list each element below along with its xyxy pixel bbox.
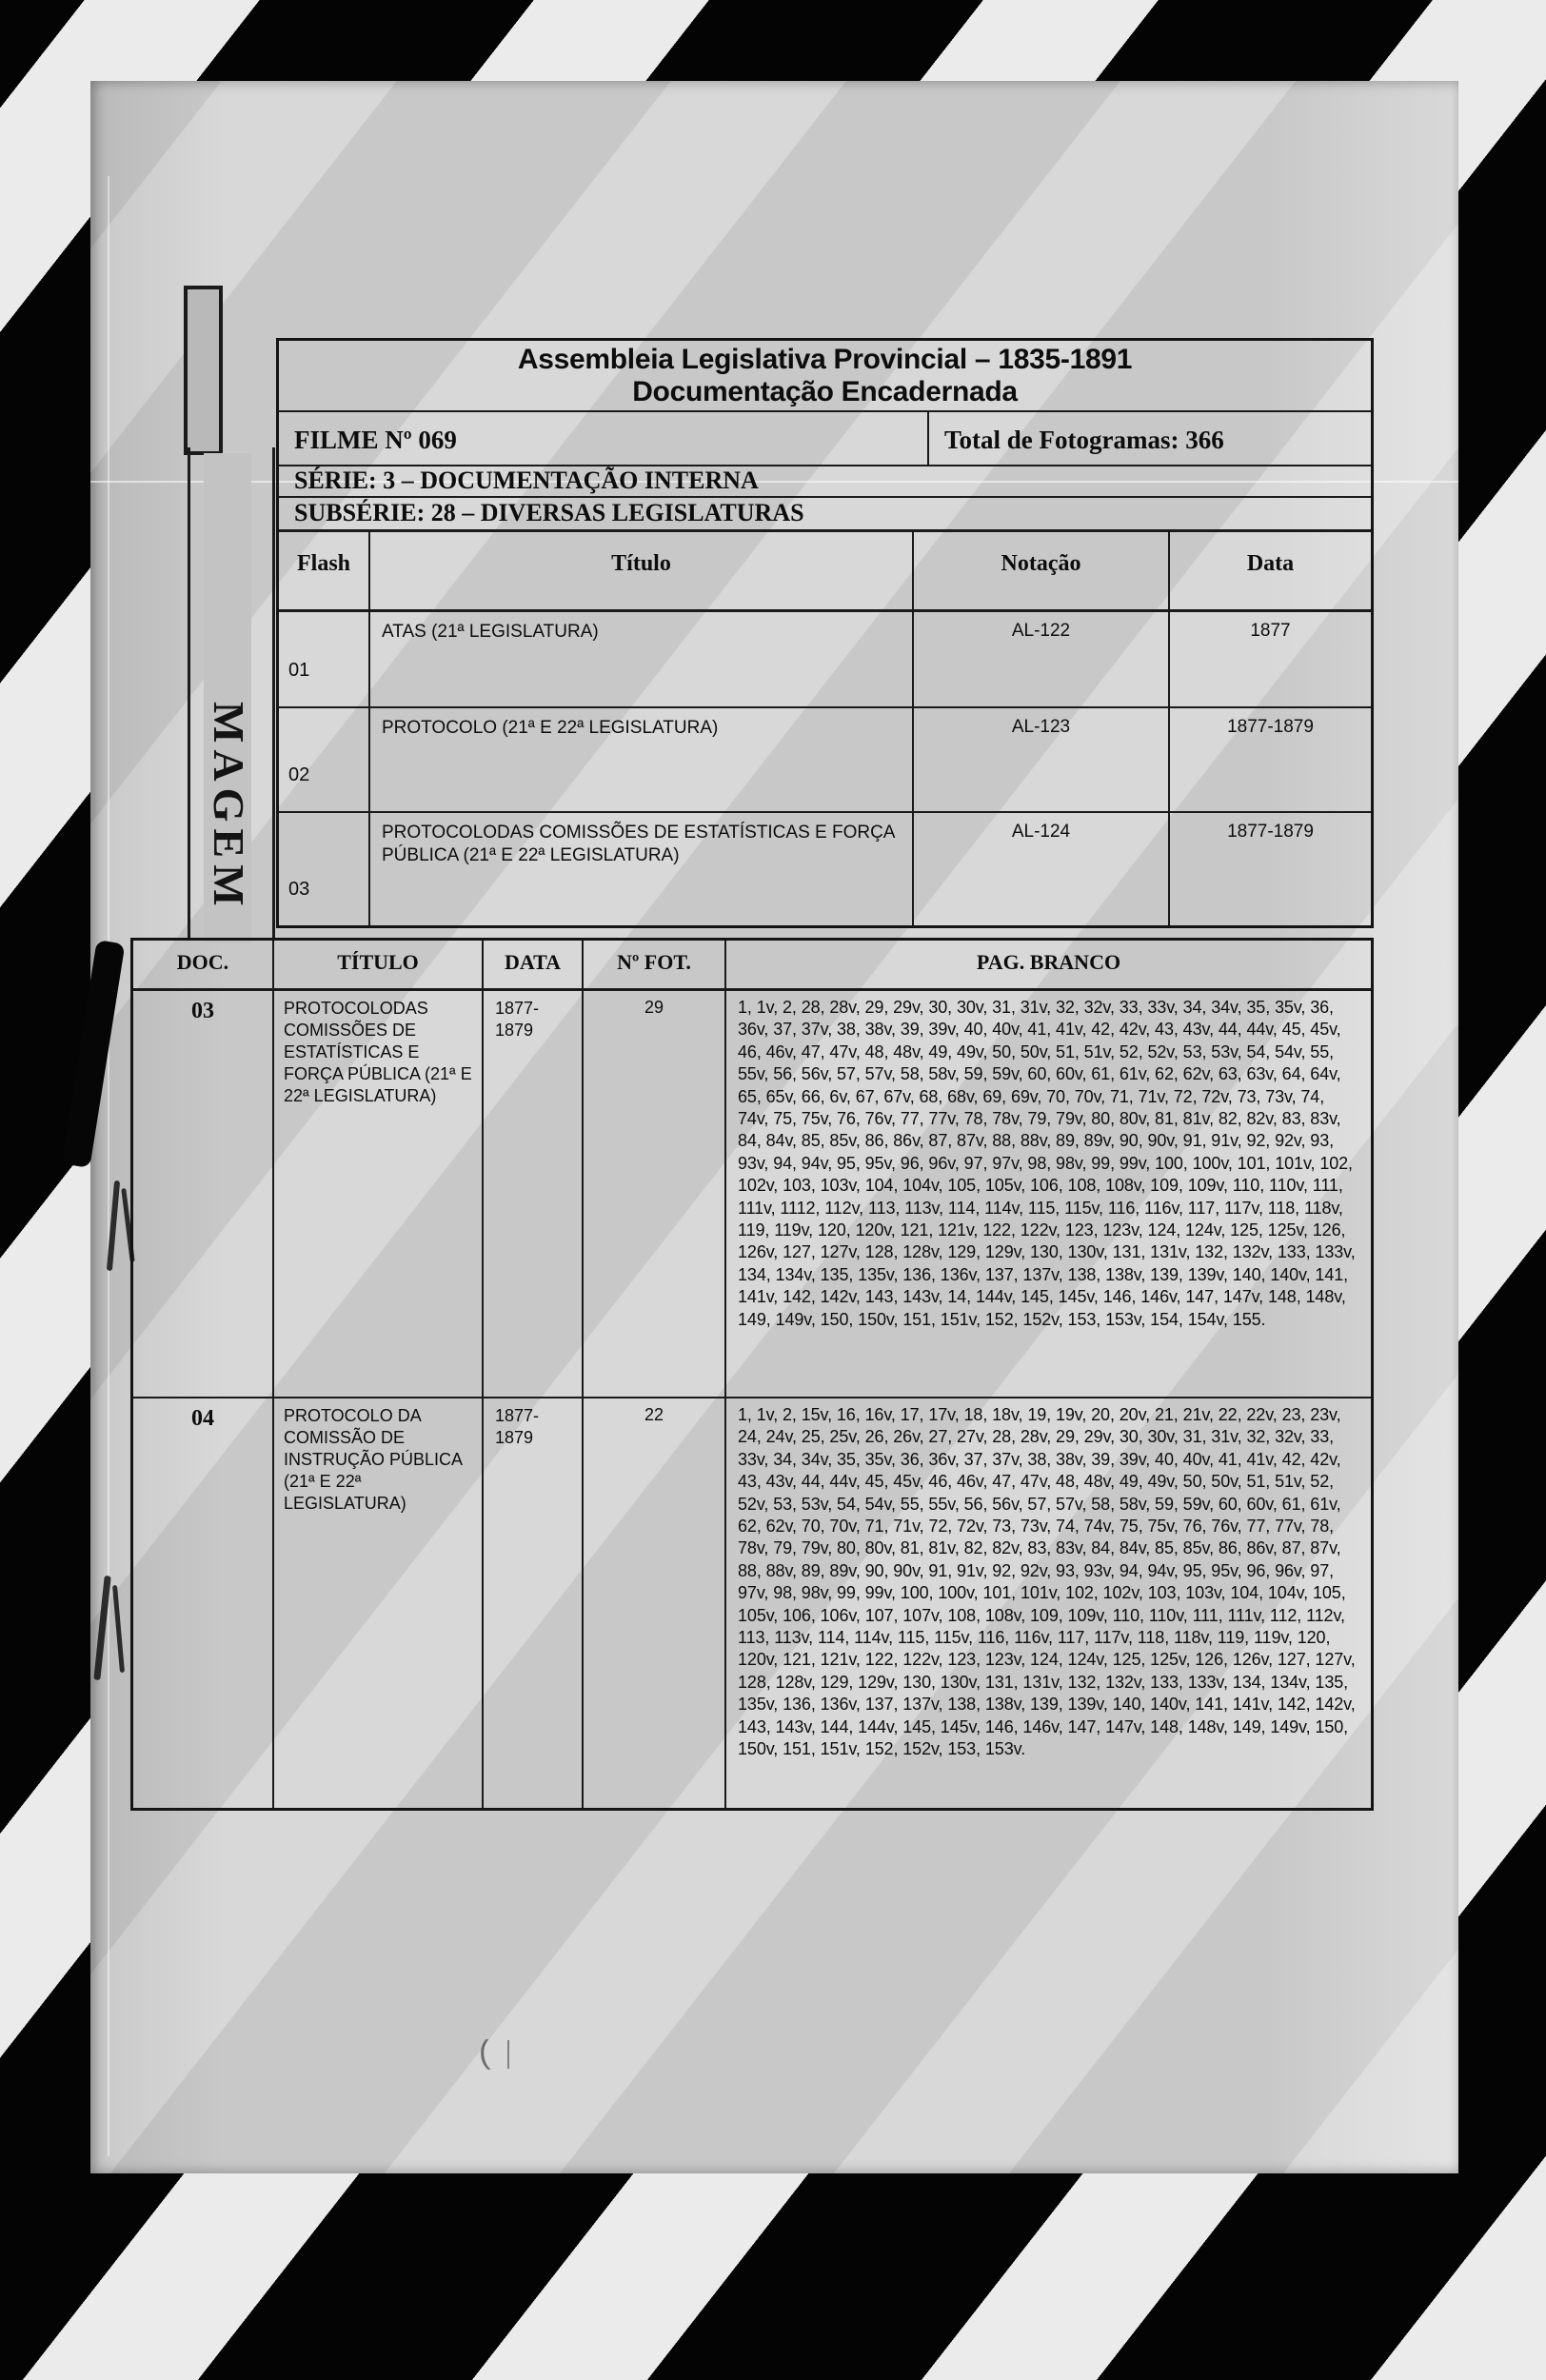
doc-cell-data: 1877-1879 [484, 991, 584, 1398]
flash-cell-titulo: PROTOCOLO (21ª E 22ª LEGISLATURA) [370, 708, 914, 813]
document-title: Assembleia Legislativa Provincial – 1835-1891 [517, 344, 1133, 375]
header-box [276, 338, 1374, 928]
flash-cell-data: 1877 [1170, 612, 1371, 708]
flash-header-notacao: Notação [914, 532, 1170, 612]
page-fold-line [108, 176, 109, 2156]
flash-cell-notacao: AL-123 [914, 708, 1170, 813]
doc-cell-number: 04 [133, 1398, 274, 1808]
flash-cell-number: 02 [279, 708, 370, 813]
total-fotogramas: Total de Fotogramas: 366 [944, 426, 1224, 454]
document-page [90, 81, 1458, 2173]
doc-cell-titulo: PROTOCOLO DA COMISSÃO DE INSTRUÇÃO PÚBLICA (21ª E 22ª LEGISLATURA) [274, 1398, 484, 1808]
pen-mark [112, 1585, 125, 1673]
film-number: FILME Nº 069 [279, 412, 929, 465]
stray-tick-mark [507, 2040, 509, 2069]
flash-cell-notacao: AL-124 [914, 813, 1170, 925]
doc-cell-pagbranco: 1, 1v, 2, 28, 28v, 29, 29v, 30, 30v, 31, 31v, 32, 32v, 33, 33v, 34, 34v, 35, 35v, 36, 36v, 37, 37v, 38, 38v, 39, 39v, 40, 40v, 41, 41v, 42, 42v, 43, 43v, 44, 44v, 45, 45v, 46, 46v, 47, 47v, 48, 48v, 49, 49v, 50, 50v, 51, 51v, 52, 52v, 53, 53v, 54, 54v, 55, 55v, 56, 56v, 57, 57v, 58, 58v, 59, 59v, 60, 60v, 61, 61v, 62, 62v, 63, 63v, 64, 64v, 65, 65v, 66, 6v, 67, 67v, 68, 68v, 69, 69v, 70, 70v, 71, 71v, 72, 72v, 73, 73v, 74, 74v, 75, 75v, 76, 76v, 77, 77v, 78, 78v, 79, 79v, 80, 80v, 81, 81v, 82, 82v, 83, 83v, 84, 84v, 85, 85v, 86, 86v, 87, 87v, 88, 88v, 89, 89v, 90, 90v, 91, 91v, 92, 92v, 93, 93v, 94, 94v, 95, 95v, 96, 96v, 97, 97v, 98, 98v, 99, 99v, 100, 100v, 101, 101v, 102, 102v, 103, 103v, 104, 104v, 105, 105v, 106, 108, 108v, 109, 109v, 110, 110v, 111, 111v, 1112, 112v, 113, 113v, 114, 114v, 115, 115v, 116, 116v, 117, 117v, 118, 118v, 119, 119v, 120, 120v, 121, 121v, 122, 122v, 123, 123v, 124, 124v, 125, 125v, 126, 126v, 127, 127v, 128, 128v, 129, 129v, 130, 130v, 131, 131v, 132, 132v, 133, 133v, 134, 134v, 135, 135v, 136, 136v, 137, 137v, 138, 138v, 139, 139v, 140, 140v, 141, 141v, 142, 142v, 143, 143v, 14, 144v, 145, 145v, 146, 146v, 147, 147v, 148, 148v, 149, 149v, 150, 150v, 151, 151v, 152, 152v, 153, 153v, 154, 154v, 155. [726, 991, 1371, 1398]
doc-cell-pagbranco: 1, 1v, 2, 15v, 16, 16v, 17, 17v, 18, 18v, 19, 19v, 20, 20v, 21, 21v, 22, 22v, 23, 23v, 24, 24v, 25, 25v, 26, 26v, 27, 27v, 28, 28v, 29, 29v, 30, 30v, 31, 31v, 32, 32v, 33, 33v, 34, 34v, 35, 35v, 36, 36v, 37, 37v, 38, 38v, 39, 39v, 40, 40v, 41, 41v, 42, 42v, 43, 43v, 44, 44v, 45, 45v, 46, 46v, 47, 47v, 48, 48v, 49, 49v, 50, 50v, 51, 51v, 52, 52v, 53, 53v, 54, 54v, 55, 55v, 56, 56v, 57, 57v, 58, 58v, 59, 59v, 60, 60v, 61, 61v, 62, 62v, 70, 70v, 71, 71v, 72, 72v, 73, 73v, 74, 74v, 75, 75v, 76, 76v, 77, 77v, 78, 78v, 79, 79v, 80, 80v, 81, 81v, 82, 82v, 83, 83v, 84, 84v, 85, 85v, 86, 86v, 87, 87v, 88, 88v, 89, 89v, 90, 90v, 91, 91v, 92, 92v, 93, 93v, 94, 94v, 95, 95v, 96, 96v, 97, 97v, 98, 98v, 99, 99v, 100, 100v, 101, 101v, 102, 102v, 103, 103v, 104, 104v, 105, 105v, 106, 106v, 107, 107v, 108, 108v, 109, 109v, 110, 110v, 111, 111v, 112, 112v, 113, 113v, 114, 114v, 115, 115v, 116, 116v, 117, 117v, 118, 118v, 119, 119v, 120, 120v, 121, 121v, 122, 122v, 123, 123v, 124, 124v, 125, 125v, 126, 126v, 127, 127v, 128, 128v, 129, 129v, 130, 130v, 131, 131v, 132, 132v, 133, 133v, 134, 134v, 135, 135v, 136, 136v, 137, 137v, 138, 138v, 139, 139v, 140, 140v, 141, 141v, 142, 142v, 143, 143v, 144, 144v, 145, 145v, 146, 146v, 147, 147v, 148, 148v, 149, 149v, 150, 150v, 151, 151v, 152, 152v, 153, 153v. [738, 1405, 1356, 1759]
flash-header-titulo: Título [370, 532, 914, 612]
doc-cell-nfot: 29 [584, 991, 726, 1398]
film-row [279, 412, 1371, 466]
ink-smudge [62, 940, 126, 1168]
flash-cell-number: 01 [279, 612, 370, 708]
stray-paren-mark: ( [477, 2033, 491, 2072]
flash-cell-notacao: AL-122 [914, 612, 1170, 708]
document-subtitle: Documentação Encadernada [632, 376, 1018, 407]
doc-table [130, 938, 1374, 1811]
flash-cell-data: 1877-1879 [1227, 822, 1314, 842]
flash-cell-number: 03 [279, 813, 370, 925]
doc-header-pagbranco: PAG. BRANCO [726, 941, 1371, 991]
flash-table [279, 532, 1371, 925]
doc-header-titulo: TÍTULO [274, 941, 484, 991]
doc-cell-nfot: 22 [584, 1398, 726, 1808]
side-vertical-label: MAGEM [205, 702, 253, 913]
film-edge-box [184, 286, 223, 455]
flash-cell-titulo: ATAS (21ª LEGISLATURA) [370, 612, 914, 708]
serie-label: SÉRIE: 3 – DOCUMENTAÇÃO INTERNA [279, 466, 1371, 498]
flash-header-data: Data [1170, 532, 1371, 612]
flash-header-flash: Flash [279, 532, 370, 612]
doc-header-doc: DOC. [133, 941, 274, 991]
subserie-label: SUBSÉRIE: 28 – DIVERSAS LEGISLATURAS [279, 498, 1371, 532]
doc-cell-number: 03 [133, 991, 274, 1398]
flash-cell-data: 1877-1879 [1170, 708, 1371, 813]
title-block [279, 341, 1371, 412]
doc-header-data: DATA [484, 941, 584, 991]
doc-cell-titulo: PROTOCOLODAS COMISSÕES DE ESTATÍSTICAS E FORÇA PÚBLICA (21ª E 22ª LEGISLATURA) [274, 991, 484, 1398]
flash-cell-titulo: PROTOCOLODAS COMISSÕES DE ESTATÍSTICAS E FORÇA PÚBLICA (21ª E 22ª LEGISLATURA) [370, 813, 914, 925]
doc-header-nfot: Nº FOT. [584, 941, 726, 991]
doc-cell-data: 1877-1879 [484, 1398, 584, 1808]
